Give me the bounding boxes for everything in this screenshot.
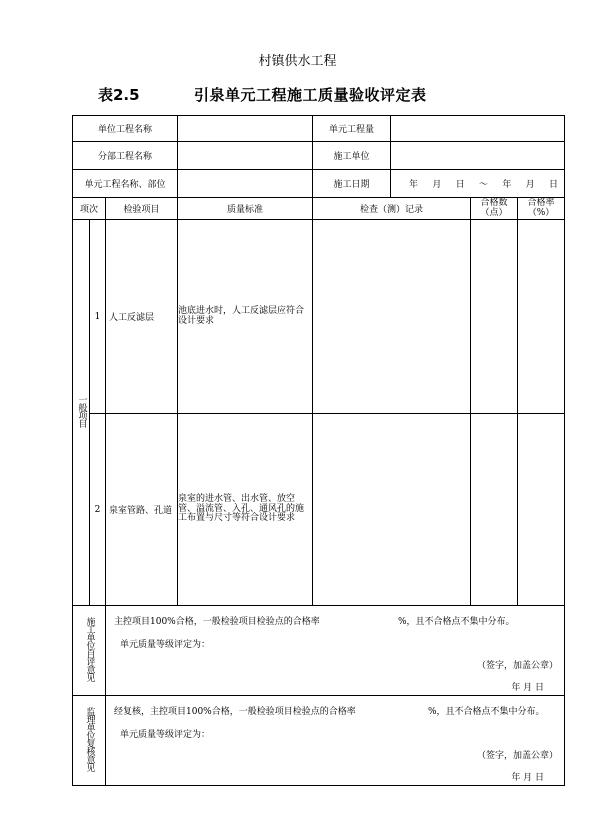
item-1-no: 1 (90, 220, 106, 414)
date-day-2: 日 (549, 180, 559, 190)
date-month-1: 月 (432, 180, 442, 190)
date-year-1: 年 (409, 180, 419, 190)
col-record: 检查（测）记录 (313, 198, 471, 220)
element-label: 单元工程名称、部位 (73, 170, 178, 198)
item-2-standard: 泉室的进水管、出水管、放空管、溢流管、入孔、通风孔的施工布置与尺寸等符合设计要求 (178, 414, 313, 606)
construction-opinion-line1: 主控项目100%合格，一般检验项目检验点的合格率 (114, 617, 320, 627)
evaluation-form (72, 115, 565, 786)
construction-grade-label: 单元质量等级评定为： (120, 640, 211, 650)
quantity-label: 单元工程量 (313, 116, 391, 142)
division-label: 分部工程名称 (73, 142, 178, 170)
supervision-opinion-label: 监理单位复核意见 (73, 696, 106, 786)
supervision-sign-date: 年 月 日 (511, 773, 545, 783)
division-field[interactable] (178, 142, 313, 170)
construction-opinion-label: 施工单位自评意见 (73, 606, 106, 696)
construction-opinion-line1-suffix: %，且不合格点不集中分布。 (398, 617, 515, 627)
construction-date-field[interactable] (391, 170, 565, 198)
supervision-opinion-line1: 经复核，主控项目100%合格，一般检验项目检验点的合格率 (114, 707, 356, 717)
unit-project-field[interactable] (178, 116, 313, 142)
item-1-pass-rate[interactable] (518, 220, 565, 414)
col-standard: 质量标准 (178, 198, 313, 220)
item-2-no: 2 (90, 414, 106, 606)
date-label: 施工日期 (313, 170, 391, 198)
item-1-name: 人工反滤层 (106, 220, 178, 414)
item-1-record[interactable] (313, 220, 471, 414)
date-month-2: 月 (525, 180, 535, 190)
item-2-pass-rate[interactable] (518, 414, 565, 606)
item-2-record[interactable] (313, 414, 471, 606)
supervision-grade-label: 单元质量等级评定为： (120, 730, 211, 740)
item-1-pass-count[interactable] (471, 220, 518, 414)
contractor-field[interactable] (391, 142, 565, 170)
contractor-label: 施工单位 (313, 142, 391, 170)
supervision-opinion-line1-suffix: %，且不合格点不集中分布。 (428, 707, 545, 717)
construction-opinion-box[interactable] (106, 606, 565, 696)
general-items-label: 一般项目 (73, 220, 90, 606)
item-1-standard: 池底进水时，人工反滤层应符合设计要求 (178, 220, 313, 414)
supervision-opinion-box[interactable] (106, 696, 565, 786)
construction-sign-date: 年 月 日 (511, 683, 545, 693)
col-pass-rate: 合格率（%） (518, 198, 565, 220)
date-day-1: 日 (455, 180, 465, 190)
col-item-no: 项次 (73, 198, 106, 220)
construction-signature-note: （签字，加盖公章） (477, 661, 559, 671)
form-title: 引泉单元工程施工质量验收评定表 (194, 86, 427, 104)
col-check-item: 检验项目 (106, 198, 178, 220)
supervision-signature-note: （签字，加盖公章） (477, 751, 559, 761)
item-2-pass-count[interactable] (471, 414, 518, 606)
date-year-2: 年 (502, 180, 512, 190)
col-pass-count: 合格数（点） (471, 198, 518, 220)
project-header: 村镇供水工程 (258, 54, 337, 69)
item-2-name: 泉室管路、孔道 (106, 414, 178, 606)
unit-project-label: 单位工程名称 (73, 116, 178, 142)
date-separator: ～ (479, 180, 489, 190)
quantity-field[interactable] (391, 116, 565, 142)
element-field[interactable] (178, 170, 313, 198)
table-number: 表2.5 (98, 86, 140, 104)
